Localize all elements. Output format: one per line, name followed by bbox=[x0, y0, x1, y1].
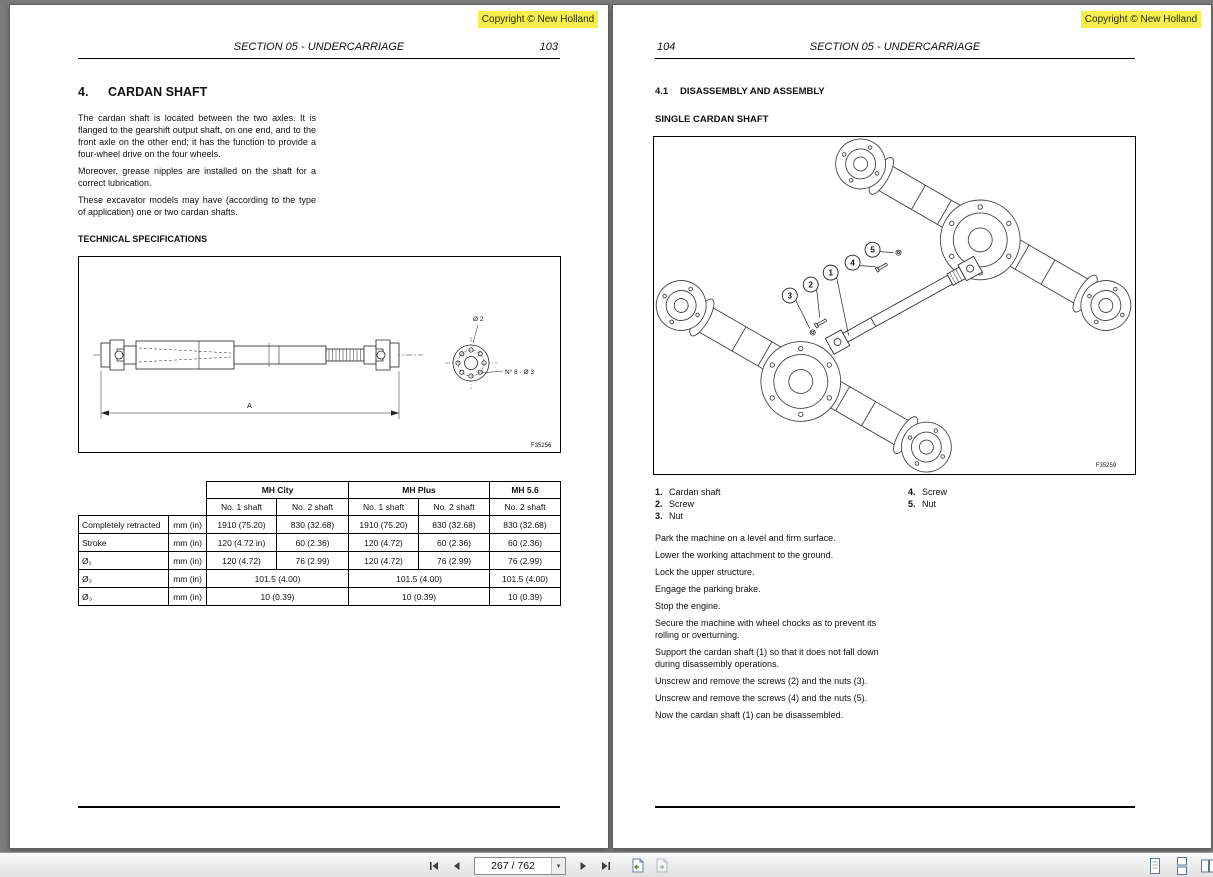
previous-view-button[interactable] bbox=[627, 856, 647, 875]
prev-page-button[interactable] bbox=[447, 856, 467, 875]
single-page-view-button[interactable] bbox=[1145, 856, 1165, 875]
callout-2: 2 bbox=[808, 280, 813, 290]
cell: 120 (4.72 in) bbox=[207, 534, 277, 552]
view-history-group bbox=[627, 856, 671, 875]
first-page-icon bbox=[428, 860, 440, 872]
figure-label-length: A bbox=[247, 401, 253, 410]
cell: 76 (2.99) bbox=[419, 552, 490, 570]
cell: 830 (32.68) bbox=[419, 516, 490, 534]
part-name: Screw bbox=[922, 487, 948, 497]
page-layout-group bbox=[1145, 856, 1213, 875]
figure-heading: SINGLE CARDAN SHAFT bbox=[655, 114, 769, 125]
cell: 76 (2.99) bbox=[277, 552, 349, 570]
callout-1: 1 bbox=[828, 268, 833, 278]
list-item bbox=[655, 510, 721, 522]
cell: 10 (0.39) bbox=[349, 588, 490, 606]
footer-rule bbox=[655, 806, 1135, 808]
running-header bbox=[655, 41, 1135, 59]
combo-dropdown-button[interactable] bbox=[551, 858, 565, 874]
next-page-button[interactable] bbox=[573, 856, 593, 875]
part-name: Screw bbox=[669, 499, 695, 509]
last-page-icon bbox=[600, 860, 612, 872]
procedure-paragraph: Park the machine on a level and firm surface. bbox=[655, 533, 836, 543]
section-number: 4. bbox=[78, 85, 89, 99]
procedure-paragraph: Engage the parking brake. bbox=[655, 584, 761, 594]
row-label: Ø₃ bbox=[79, 588, 169, 606]
figure-code: F35259 bbox=[1095, 463, 1117, 470]
row-unit: mm (in) bbox=[169, 534, 207, 552]
procedure-paragraph: Now the cardan shaft (1) can be disassembled. bbox=[655, 710, 844, 720]
procedure-paragraph: Stop the engine. bbox=[655, 601, 721, 611]
page-number: 104 bbox=[657, 41, 676, 53]
viewer-toolbar bbox=[0, 852, 1213, 877]
part-number: 2. bbox=[655, 499, 663, 509]
cell: 60 (2.36) bbox=[490, 534, 561, 552]
part-number: 4. bbox=[908, 487, 916, 497]
table-row bbox=[79, 552, 561, 570]
body-paragraph: Moreover, grease nipples are installed on the shaft for a correct lubrication. bbox=[78, 166, 316, 188]
section-title: CARDAN SHAFT bbox=[108, 85, 208, 99]
subsection-heading bbox=[655, 86, 825, 97]
cell: 10 (0.39) bbox=[490, 588, 561, 606]
cell: 1910 (75.20) bbox=[349, 516, 419, 534]
list-item bbox=[655, 498, 721, 510]
prev-page-icon bbox=[451, 860, 463, 872]
table-subheader: No. 2 shaft bbox=[277, 499, 349, 516]
page-103 bbox=[10, 5, 608, 848]
next-view-button[interactable] bbox=[651, 856, 671, 875]
cell: 120 (4.72) bbox=[349, 534, 419, 552]
running-header-title: SECTION 05 - UNDERCARRIAGE bbox=[233, 41, 405, 53]
table-row bbox=[79, 516, 561, 534]
cell: 830 (32.68) bbox=[490, 516, 561, 534]
body-paragraph: These excavator models may have (according to the type of application) one or two cardan shafts. bbox=[78, 195, 316, 217]
row-unit: mm (in) bbox=[169, 516, 207, 534]
figure-axle-assembly bbox=[653, 136, 1136, 475]
cell: 1910 (75.20) bbox=[207, 516, 277, 534]
last-page-button[interactable] bbox=[596, 856, 616, 875]
procedure-paragraph: Secure the machine with wheel chocks as to prevent its rolling or overturning. bbox=[655, 618, 877, 640]
part-name: Nut bbox=[669, 511, 684, 521]
part-number: 5. bbox=[908, 499, 916, 509]
first-page-button[interactable] bbox=[424, 856, 444, 875]
list-item bbox=[655, 486, 721, 498]
part-name: Nut bbox=[922, 499, 937, 509]
table-row bbox=[79, 588, 561, 606]
page-navigation bbox=[424, 856, 671, 875]
page-104 bbox=[613, 5, 1211, 848]
continuous-view-icon bbox=[1174, 857, 1190, 875]
callout-4: 4 bbox=[850, 258, 855, 268]
figure-code: F35256 bbox=[531, 443, 552, 449]
parts-list bbox=[908, 486, 947, 510]
procedure-paragraph: Support the cardan shaft (1) so that it does not fall down during disassembly operations. bbox=[655, 647, 879, 669]
running-header-title: SECTION 05 - UNDERCARRIAGE bbox=[809, 41, 981, 53]
chevron-down-icon: ▾ bbox=[556, 862, 561, 870]
copyright-highlight: Copyright © New Holland bbox=[1081, 11, 1201, 28]
cell: 76 (2.99) bbox=[490, 552, 561, 570]
next-page-icon bbox=[577, 860, 589, 872]
section-heading bbox=[78, 85, 207, 99]
axle-assembly-illustration bbox=[654, 137, 1135, 474]
part-name: Cardan shaft bbox=[669, 487, 721, 497]
procedure-paragraph: Lock the upper structure. bbox=[655, 567, 755, 577]
running-header bbox=[78, 41, 560, 59]
row-unit: mm (in) bbox=[169, 588, 207, 606]
tech-spec-heading: TECHNICAL SPECIFICATIONS bbox=[78, 234, 208, 244]
row-label: Ø₂ bbox=[79, 570, 169, 588]
spec-table bbox=[78, 481, 561, 606]
cell: 60 (2.36) bbox=[419, 534, 490, 552]
procedure-paragraph: Unscrew and remove the screws (2) and the nuts (3). bbox=[655, 676, 868, 686]
cell: 101.5 (4.00) bbox=[490, 570, 561, 588]
table-group-header: MH City bbox=[207, 482, 349, 499]
copyright-highlight: Copyright © New Holland bbox=[478, 11, 598, 28]
procedure-paragraph: Lower the working attachment to the ground. bbox=[655, 550, 834, 560]
row-label: Completely retracted bbox=[79, 516, 169, 534]
cell: 120 (4.72) bbox=[349, 552, 419, 570]
subsection-number: 4.1 bbox=[655, 86, 669, 97]
procedure-paragraph: Unscrew and remove the screws (4) and the nuts (5). bbox=[655, 693, 868, 703]
row-label: Ø₁ bbox=[79, 552, 169, 570]
row-unit: mm (in) bbox=[169, 570, 207, 588]
cell: 101.5 (4.00) bbox=[207, 570, 349, 588]
table-subheader: No. 1 shaft bbox=[207, 499, 277, 516]
table-corner-cell bbox=[79, 482, 207, 516]
table-subheader: No. 2 shaft bbox=[419, 499, 490, 516]
body-paragraph: The cardan shaft is located between the two axles. It is flanged to the gearshift output shaft, on one end, and to the front axle on the other end; it has the function to provide a four-wheel drive on the four wheels. bbox=[78, 113, 316, 159]
figure-label-diameter2: Ø 2 bbox=[473, 316, 484, 323]
footer-rule bbox=[78, 806, 560, 808]
page-number-input[interactable] bbox=[475, 858, 551, 874]
part-number: 1. bbox=[655, 487, 663, 497]
row-unit: mm (in) bbox=[169, 552, 207, 570]
subsection-title: DISASSEMBLY AND ASSEMBLY bbox=[680, 86, 825, 97]
list-item bbox=[908, 486, 947, 498]
cardan-shaft-technical-drawing bbox=[79, 257, 560, 452]
part-number: 3. bbox=[655, 511, 663, 521]
previous-view-icon bbox=[630, 858, 645, 873]
page-number-combobox[interactable] bbox=[474, 857, 566, 875]
table-group-header: MH 5.6 bbox=[490, 482, 561, 499]
cell: 10 (0.39) bbox=[207, 588, 349, 606]
table-group-header: MH Plus bbox=[349, 482, 490, 499]
table-row bbox=[79, 534, 561, 552]
cell: 101.5 (4.00) bbox=[349, 570, 490, 588]
facing-view-button[interactable] bbox=[1199, 856, 1213, 875]
table-subheader: No. 2 shaft bbox=[490, 499, 561, 516]
table-row bbox=[79, 570, 561, 588]
cell: 60 (2.36) bbox=[277, 534, 349, 552]
list-item bbox=[908, 498, 947, 510]
row-label: Stroke bbox=[79, 534, 169, 552]
cell: 120 (4.72) bbox=[207, 552, 277, 570]
figure-cardan-shaft-drawing bbox=[78, 256, 561, 453]
cell: 830 (32.68) bbox=[277, 516, 349, 534]
parts-list bbox=[655, 486, 721, 522]
callout-5: 5 bbox=[870, 245, 875, 255]
facing-view-icon bbox=[1201, 857, 1213, 875]
page-number: 103 bbox=[539, 41, 558, 53]
table-subheader: No. 1 shaft bbox=[349, 499, 419, 516]
callout-3: 3 bbox=[787, 291, 793, 301]
continuous-view-button[interactable] bbox=[1172, 856, 1192, 875]
figure-label-holes: N° 8 - Ø 3 bbox=[505, 369, 534, 376]
single-page-view-icon bbox=[1147, 857, 1163, 875]
next-view-icon bbox=[654, 858, 669, 873]
